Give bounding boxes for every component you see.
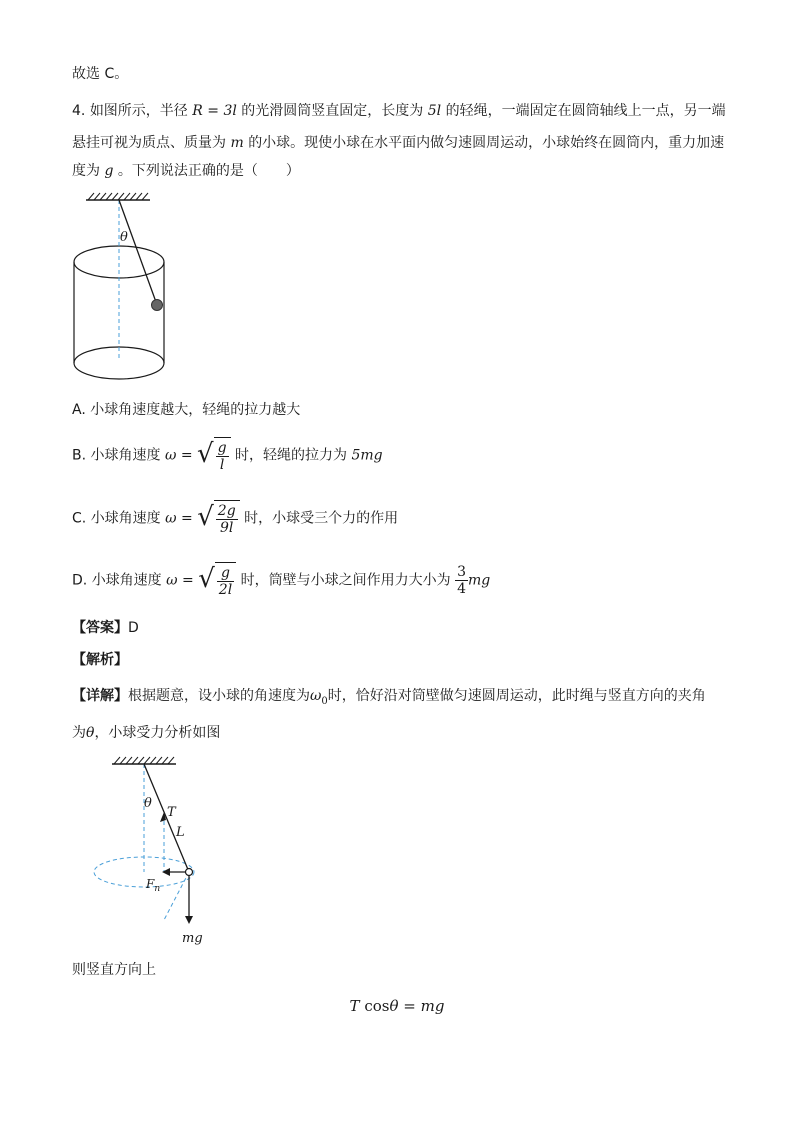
theta-label: θ <box>144 796 152 811</box>
detail-tag: 【详解】 <box>72 688 128 704</box>
question-text: 的小球。现使小球在水平面内做匀速圆周运动，小球始终在圆筒内，重力加速 <box>248 135 725 151</box>
option-d-num: g <box>217 565 234 582</box>
normal-force-sub: n <box>154 884 161 894</box>
option-c-post: 时，小球受三个力的作用 <box>244 510 399 527</box>
normal-force-label <box>145 877 160 894</box>
option-b <box>72 437 383 473</box>
equation-cos: cos <box>364 997 390 1015</box>
option-a <box>72 400 300 420</box>
option-d-frac-den: 4 <box>457 581 466 597</box>
analysis-tag: 【解析】 <box>72 652 128 668</box>
equation <box>0 995 794 1017</box>
detail-text: ，小球受力分析如图 <box>94 725 221 741</box>
detail-text: 根据题意，设小球的角速度为 <box>128 688 310 704</box>
vertical-direction-text: 则竖直方向上 <box>72 962 156 978</box>
option-d <box>72 562 490 598</box>
option-a-label: A. <box>72 402 86 418</box>
question-text: 的光滑圆筒竖直固定，长度为 <box>241 103 424 119</box>
cylinder-figure <box>66 190 176 385</box>
option-d-frac-num: 3 <box>457 564 466 580</box>
option-d-pre: 小球角速度 <box>91 572 162 589</box>
option-b-sqrt: √ $\frac{g}{l}$ <box>197 437 231 474</box>
question-text: 的轻绳，一端固定在圆筒轴线上一点，另一端 <box>445 103 726 119</box>
rope-length: 5l <box>427 103 442 119</box>
equation-lhs: T <box>349 997 360 1015</box>
option-b-value: 5mg <box>351 447 383 464</box>
option-d-omega: ω = <box>166 572 194 589</box>
normal-force-symbol: F <box>146 877 155 891</box>
resultant-dash <box>164 872 189 920</box>
option-b-pre: 小球角速度 <box>90 447 161 464</box>
theta-label: θ <box>120 230 128 245</box>
answer-line <box>72 618 139 638</box>
option-b-post: 时，轻绳的拉力为 <box>235 447 348 464</box>
analysis-line <box>72 650 128 670</box>
equation-theta: θ <box>389 997 399 1015</box>
option-d-fraction <box>455 564 468 597</box>
ceiling-hatch <box>114 757 174 764</box>
cylinder-bottom <box>74 347 164 379</box>
detail-line-2 <box>72 723 220 743</box>
option-c-sqrt: √ $\frac{2g}{9l}$ <box>197 500 239 537</box>
option-b-den: l <box>219 456 225 473</box>
gravity-arrowhead <box>185 916 193 924</box>
option-b-num: g <box>217 439 227 456</box>
tension-label: T <box>167 805 176 820</box>
answer-value: D <box>128 620 139 636</box>
option-c-num: 2g <box>217 502 236 519</box>
option-c-den: 9l <box>220 519 234 536</box>
option-c-label: C. <box>72 510 87 527</box>
ceiling-hatch <box>88 193 148 200</box>
ball <box>152 300 163 311</box>
detail-theta: θ <box>86 725 95 741</box>
option-d-sqrt: √ $\frac{g}{2l}$ <box>198 562 236 599</box>
option-b-omega: ω = <box>164 447 193 464</box>
option-c-omega: ω = <box>165 510 193 527</box>
gravity-label: mg <box>182 931 203 946</box>
option-d-label: D. <box>72 572 88 589</box>
question-text: 如图所示，半径 <box>89 103 188 119</box>
question-text: 悬挂可视为质点、质量为 <box>72 135 226 151</box>
mass-symbol: m <box>230 135 244 151</box>
omega-zero-sub: 0 <box>321 695 328 707</box>
detail-line-1 <box>72 686 706 712</box>
normal-force-arrowhead <box>162 868 170 876</box>
option-d-value: mg <box>468 572 491 589</box>
option-a-text: 小球角速度越大，轻绳的拉力越大 <box>90 402 301 418</box>
answer-tag: 【答案】 <box>72 620 128 636</box>
option-d-post: 时，筒壁与小球之间作用力大小为 <box>240 572 451 589</box>
question-text: 度为 <box>72 163 100 179</box>
option-d-den: 2l <box>218 581 233 598</box>
omega-zero: ω <box>310 688 322 704</box>
option-c <box>72 500 398 536</box>
detail-text: 为 <box>72 725 86 741</box>
option-b-label: B. <box>72 447 87 464</box>
question-number: 4. <box>72 103 86 119</box>
length-label: L <box>176 825 185 840</box>
ball <box>186 869 193 876</box>
question-line-2 <box>72 133 724 153</box>
force-diagram <box>86 752 216 947</box>
question-line-3 <box>72 161 300 181</box>
question-text: 。下列说法正确的是（ ） <box>117 163 300 179</box>
equation-eq: = <box>403 997 416 1015</box>
question-line-1 <box>72 101 726 121</box>
detail-text: 时，恰好沿对筒壁做匀速圆周运动，此时绳与竖直方向的夹角 <box>327 688 706 704</box>
equation-rhs: mg <box>420 997 445 1015</box>
radius-expression: R = 3l <box>192 103 237 119</box>
option-c-pre: 小球角速度 <box>90 510 161 527</box>
gravity-symbol: g <box>104 163 114 179</box>
top-line: 故选 C。 <box>72 66 129 82</box>
